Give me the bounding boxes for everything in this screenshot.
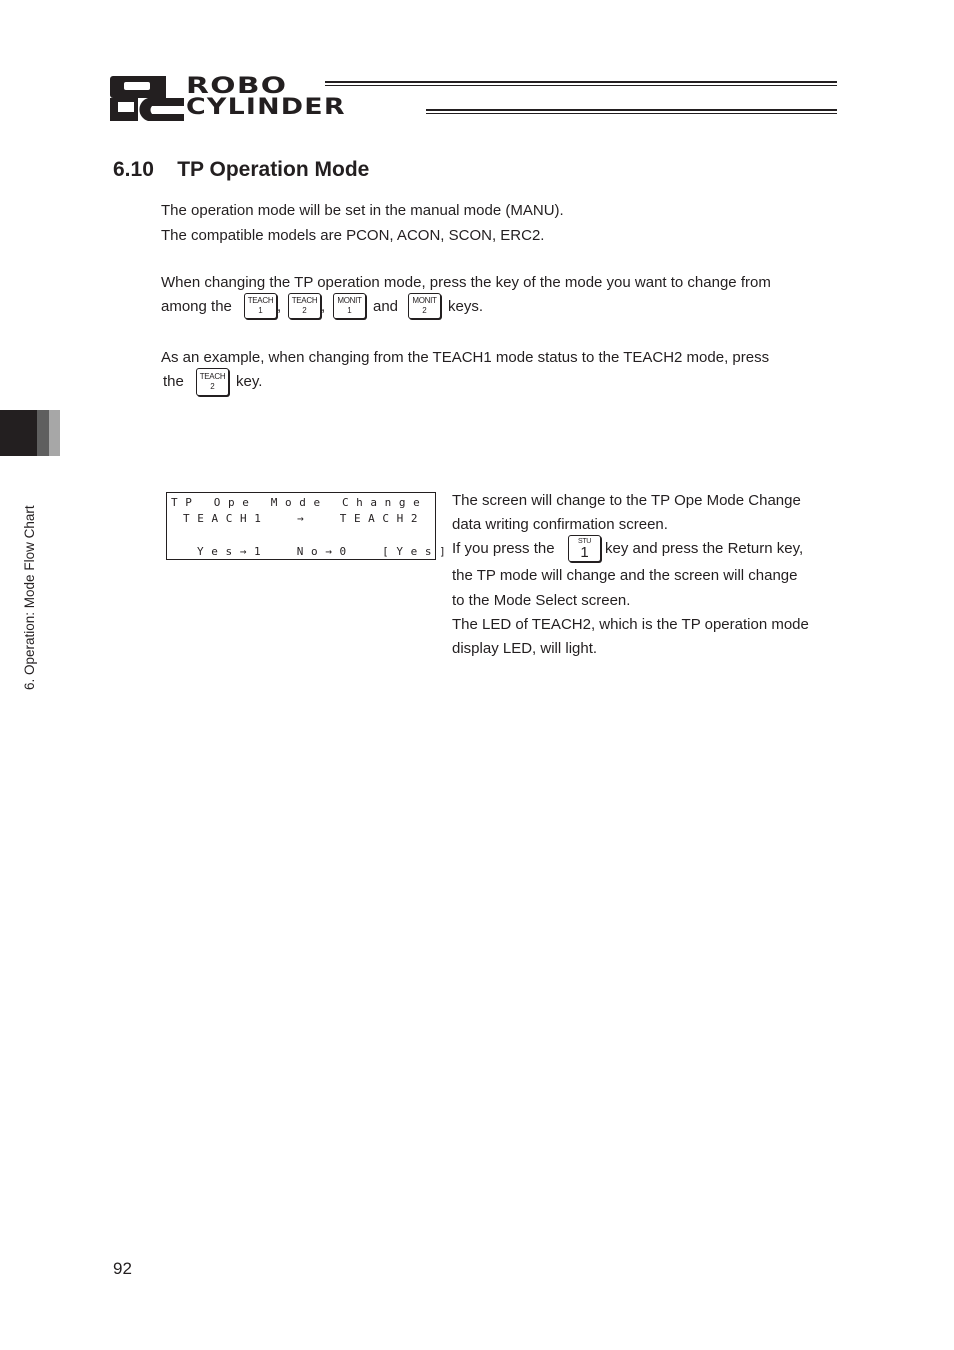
key-label-top: TEACH [291,296,318,305]
example-the: the [163,373,184,390]
desc-line-6: The LED of TEACH2, which is the TP operation mode [452,616,809,633]
key-label-top: MONIT [337,296,362,305]
desc-line-5: to the Mode Select screen. [452,592,631,609]
comma-2: , [321,298,326,315]
header-rule-top-2 [325,85,837,86]
lcd-line-3: Y e s → 1 N o → 0 [ Y e s ] [197,545,447,558]
teach1-key [244,293,277,319]
section-title: 6.10 TP Operation Mode [113,158,370,181]
stu1-key [568,535,601,562]
mode-change-line-1: When changing the TP operation mode, press the key of the mode you want to change from [161,274,771,291]
rc-logo-icon [108,74,186,122]
header-rule-bottom-1 [426,109,837,111]
header-rule-top-1 [325,81,837,83]
key-label-top: STU [577,537,592,545]
keys-text: keys. [448,298,484,315]
desc-line-4: the TP mode will change and the screen will change [452,567,798,584]
lcd-line-1: T P O p e M o d e C h a n g e [171,496,421,509]
key-label-top: TEACH [247,296,274,305]
key-label-bottom: 1 [347,306,352,315]
logo-text-cylinder: CYLINDER [186,95,346,120]
monit1-key [333,293,366,319]
intro-line-1: The operation mode will be set in the manual mode (MANU). [161,202,564,219]
desc-line-3a: If you press the [452,540,555,557]
lcd-line-2: T E A C H 1 → T E A C H 2 [183,512,419,525]
example-line-1: As an example, when changing from the TEACH1 mode status to the TEACH2 mode, press [161,349,770,366]
key-label-top: TEACH [199,372,226,381]
desc-line-1: The screen will change to the TP Ope Mode Change [452,492,801,509]
intro-line-2: The compatible models are PCON, ACON, SCON, ERC2. [161,227,545,244]
comma-1: , [277,298,282,315]
page-number: 92 [113,1259,132,1278]
monit2-key [408,293,441,319]
mode-change-among: among the [161,298,232,315]
logo-text-robo: ROBO [186,74,288,99]
example-key-text: key. [236,373,263,390]
header-rule-bottom-2 [426,113,837,114]
chapter-side-label: 6. Operation: Mode Flow Chart [22,505,37,690]
and-text: and [373,298,399,315]
key-label-bottom: 1 [258,306,263,315]
key-label-bottom: 2 [210,382,215,391]
desc-line-2: data writing confirmation screen. [452,516,668,533]
chapter-tab-mid [37,410,49,456]
desc-line-7: display LED, will light. [452,640,598,657]
teach2-key-example [196,368,229,396]
chapter-tab-light [49,410,60,456]
key-label-bottom: 2 [422,306,427,315]
key-label-top: MONIT [412,296,437,305]
chapter-tab-dark [0,410,37,456]
key-label-bottom: 2 [302,306,307,315]
lcd-screen [166,492,447,560]
teach2-key [288,293,321,319]
key-label-bottom: 1 [580,543,589,561]
desc-line-3b: key and press the Return key, [605,540,804,557]
